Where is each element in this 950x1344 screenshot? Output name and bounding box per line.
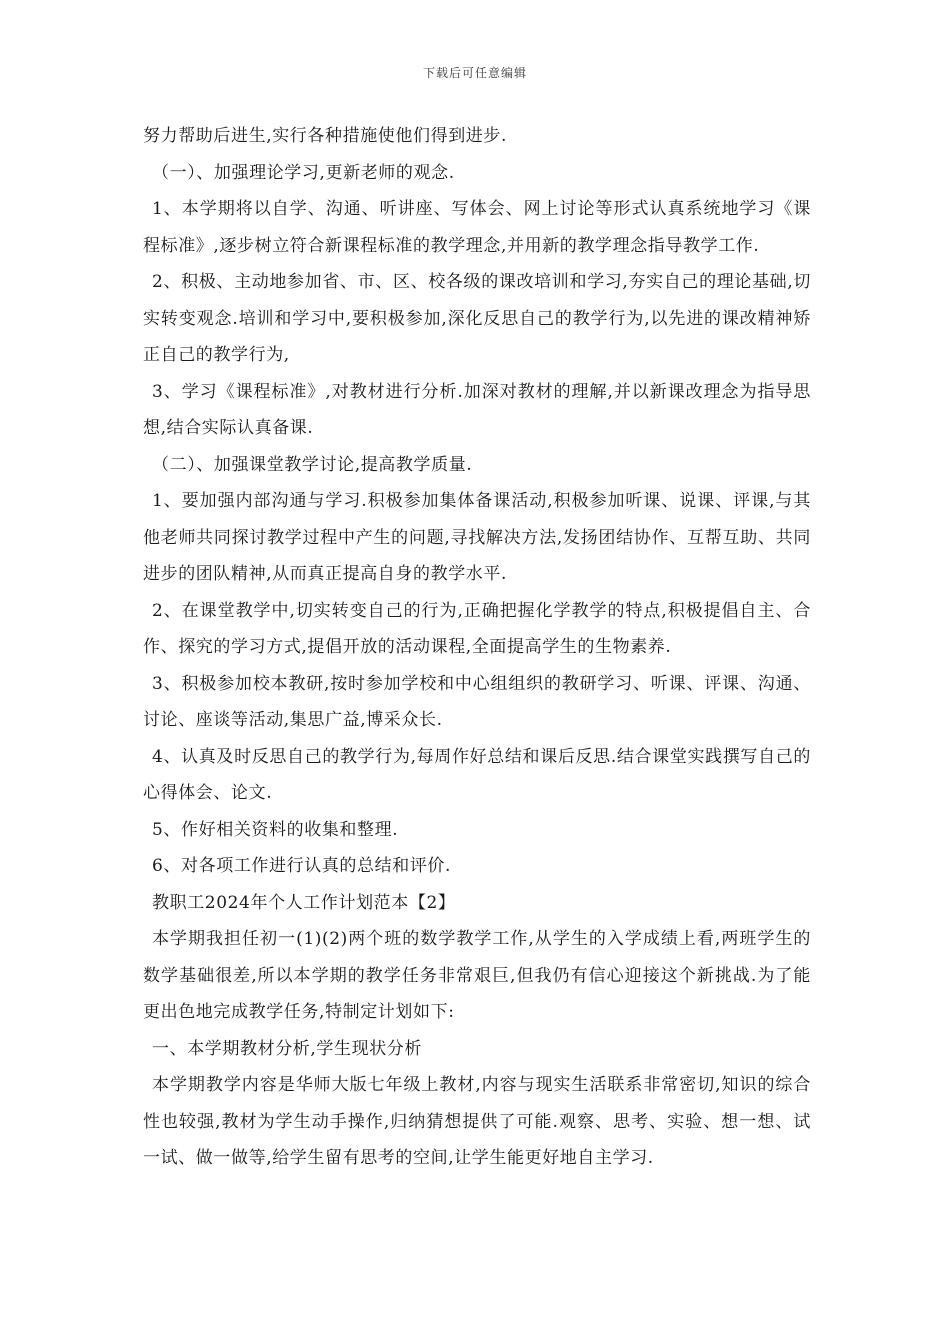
- paragraph: 2、在课堂教学中,切实转变自己的行为,正确把握化学教学的特点,积极提倡自主、合作、探究的学习方式,提倡开放的活动课程,全面提高学生的生物素养.: [143, 600, 811, 657]
- paragraph: （二）、加强课堂教学讨论,提高教学质量.: [152, 454, 473, 475]
- paragraph: （一）、加强理论学习,更新老师的观念.: [152, 162, 455, 183]
- paragraph: 本学期我担任初一(1)(2)两个班的数学教学工作,从学生的入学成绩上看,两班学生的数学基础很差,所以本学期的教学任务非常艰巨,但我仍有信心迎接这个新挑战.为了能更出色地完成教学任务,特制定计划如下:: [143, 929, 811, 1022]
- paragraph: 5、作好相关资料的收集和整理.: [152, 819, 399, 840]
- paragraph: 一、本学期教材分析,学生现状分析: [152, 1038, 423, 1059]
- paragraph: 本学期教学内容是华师大版七年级上教材,内容与现实生活联系非常密切,知识的综合性也较强,教材为学生动手操作,归纳猜想提供了可能.观察、思考、实验、想一想、试一试、做一做等,给学生留有思考的空间,让学生能更好地自主学习.: [143, 1075, 811, 1168]
- paragraph: 1、本学期将以自学、沟通、听讲座、写体会、网上讨论等形式认真系统地学习《课程标准》,逐步树立符合新课程标准的教学理念,并用新的教学理念指导教学工作.: [143, 199, 811, 256]
- paragraph: 1、要加强内部沟通与学习.积极参加集体备课活动,积极参加听课、说课、评课,与其他老师共同探讨教学过程中产生的问题,寻找解决方法,发扬团结协作、互帮互助、共同进步的团队精神,从而真正提高自身的教学水平.: [143, 491, 811, 584]
- page-header: 下载后可任意编辑: [422, 66, 527, 80]
- paragraph: 3、积极参加校本教研,按时参加学校和中心组组织的教研学习、听课、评课、沟通、讨论、座谈等活动,集思广益,博采众长.: [143, 673, 811, 730]
- paragraph: 2、积极、主动地参加省、市、区、校各级的课改培训和学习,夯实自己的理论基础,切实转变观念.培训和学习中,要积极参加,深化反思自己的教学行为,以先进的课改精神矫正自己的教学行为,: [143, 272, 811, 365]
- paragraph: 6、对各项工作进行认真的总结和评价.: [152, 856, 452, 876]
- document-body: [143, 118, 811, 1177]
- paragraph: 4、认真及时反思自己的教学行为,每周作好总结和课后反思.结合课堂实践撰写自己的心得体会、论文.: [143, 746, 811, 803]
- paragraph: 努力帮助后进生,实行各种措施使他们得到进步.: [143, 126, 508, 146]
- paragraph: 3、学习《课程标准》,对教材进行分析.加深对教材的理解,并以新课改理念为指导思想,结合实际认真备课.: [143, 381, 811, 438]
- paragraph: 教职工2024年个人工作计划范本【2】: [152, 892, 456, 913]
